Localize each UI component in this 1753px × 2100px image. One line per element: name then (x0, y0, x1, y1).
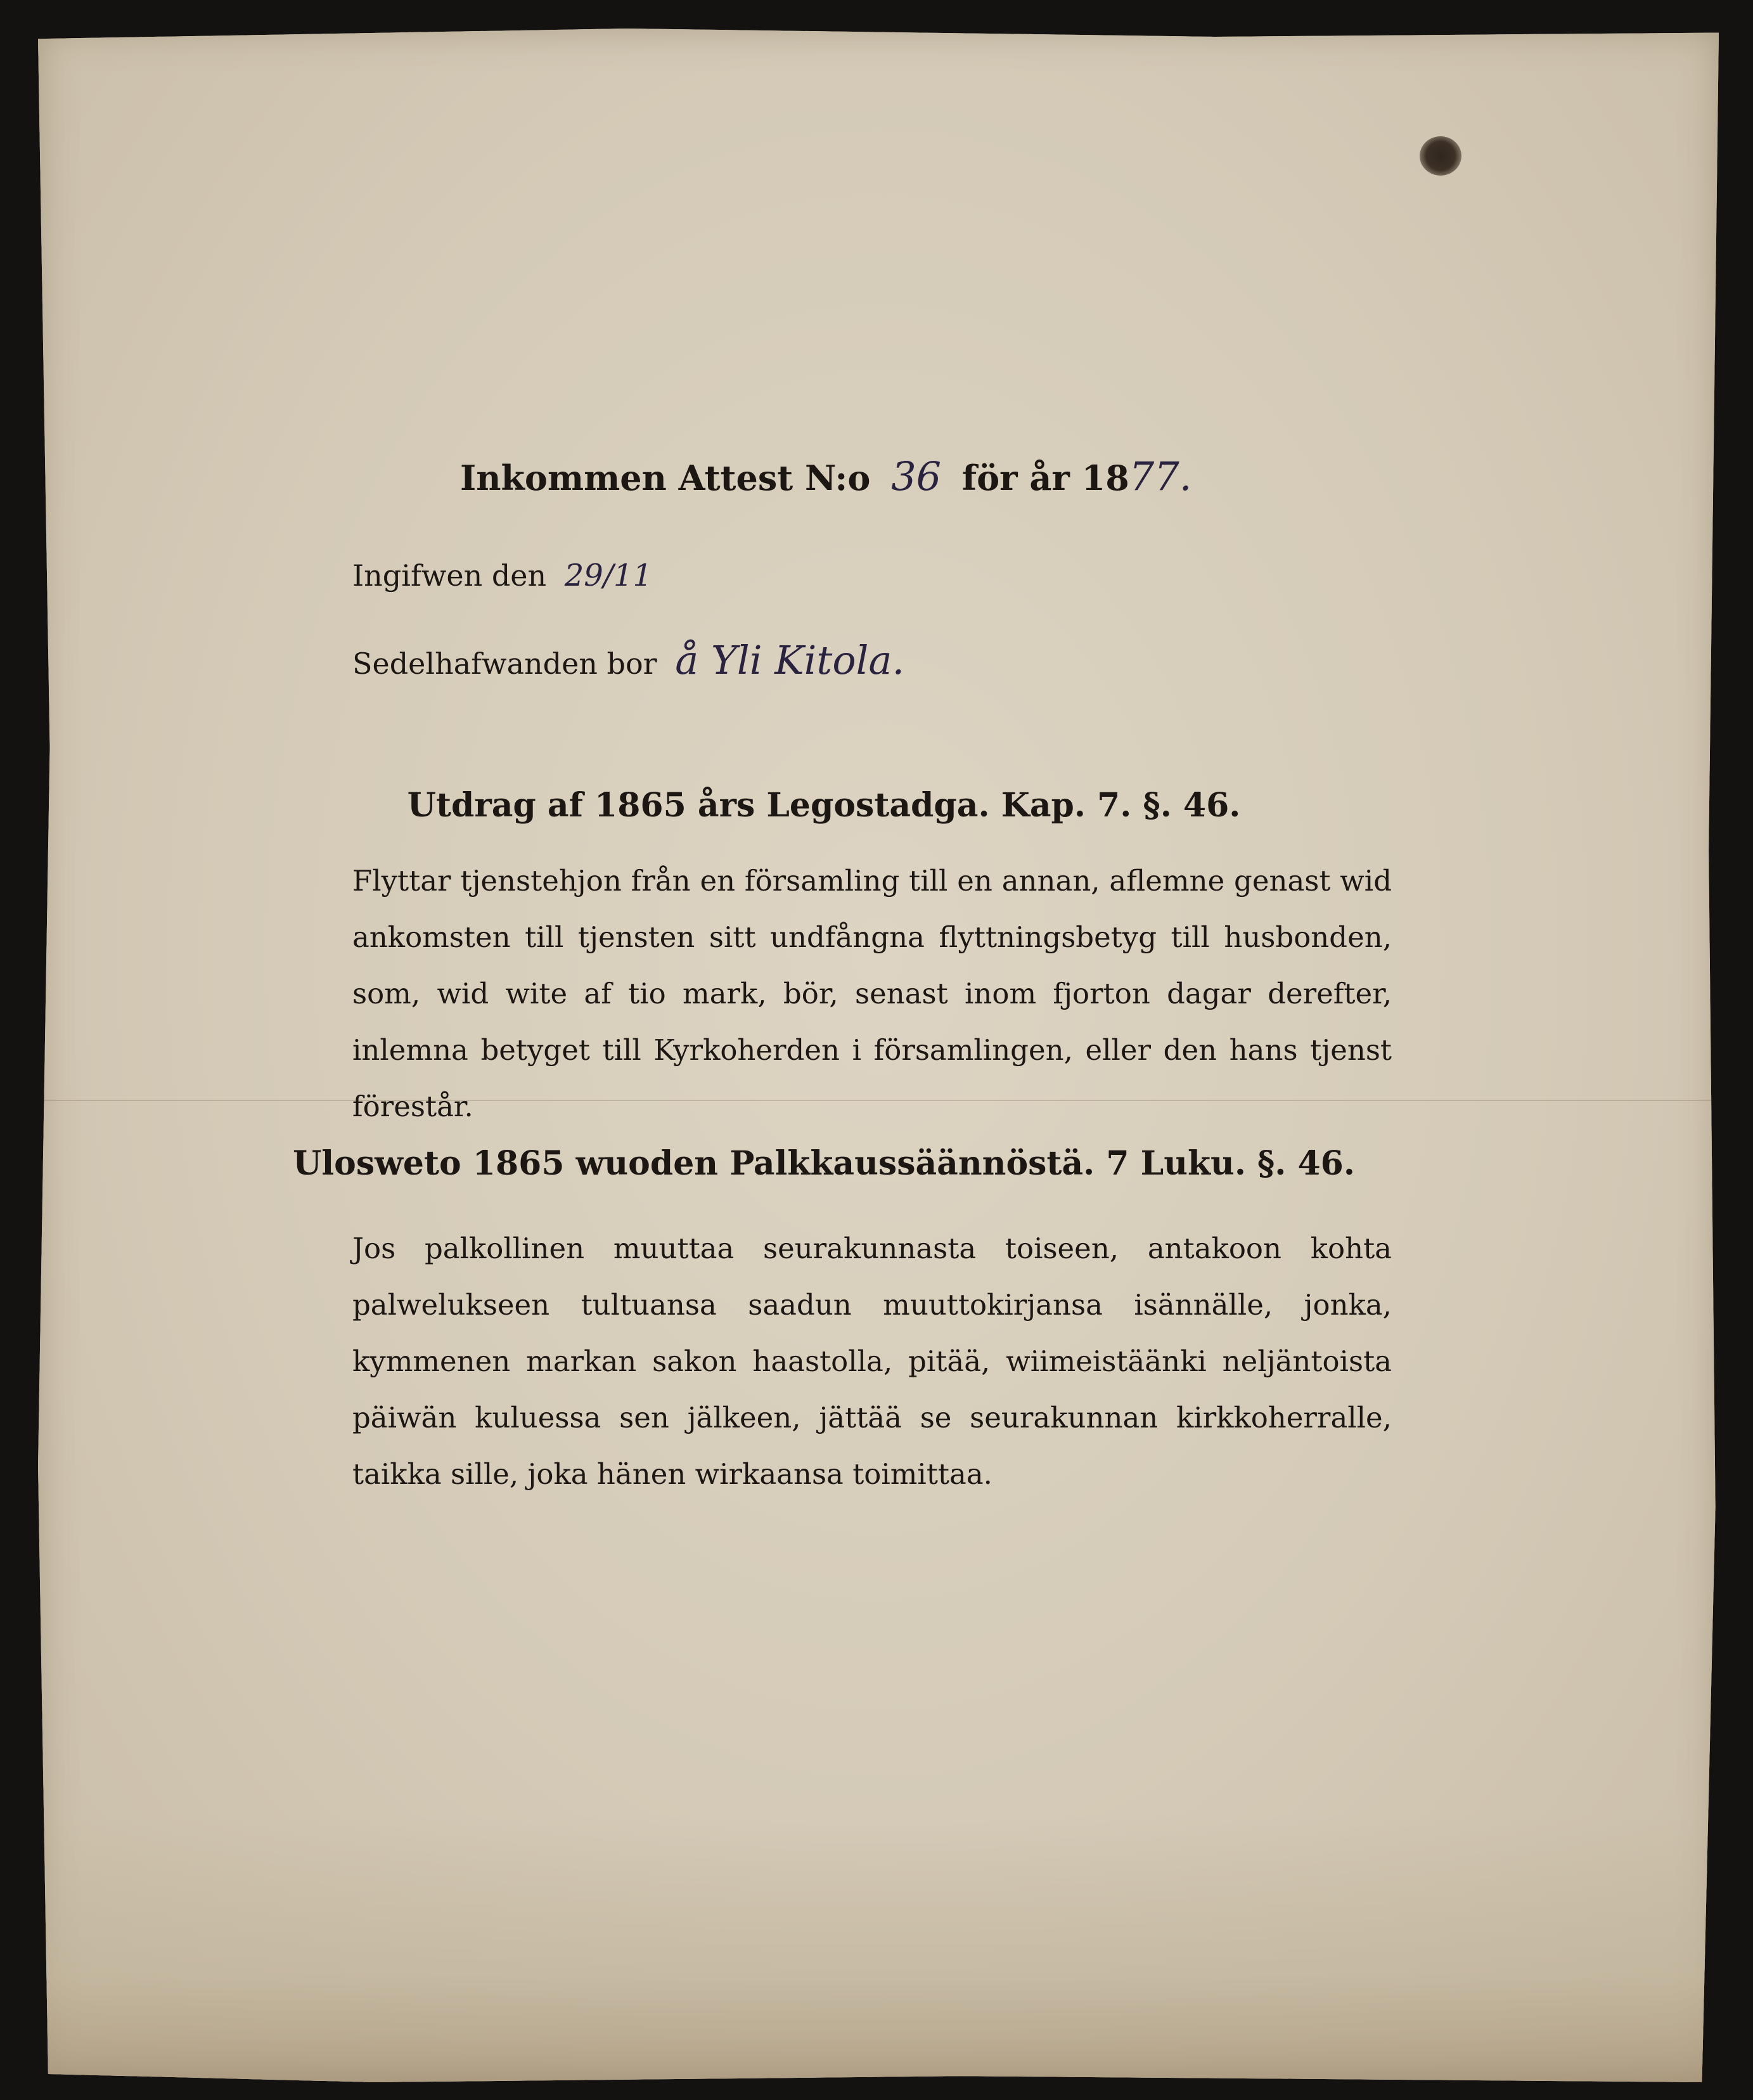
submitted-date-handwritten: 29/11 (564, 558, 653, 593)
attest-title (460, 453, 1200, 499)
submitted-label: Ingifwen den (352, 558, 547, 593)
resident-label: Sedelhafwanden bor (352, 647, 657, 681)
finnish-paragraph: Jos palkollinen muuttaa seurakunnasta toiseen, antakoon kohta palwelukseen tultuansa saadun muuttokirjansa isännälle, jonka, kymmenen markan sakon haastolla, pitää, wiimeistäänki neljäntoista päiwän kuluessa sen jälkeen, jättää se seurakunnan kirkkoherralle, taikka sille, joka hänen wirkaansa toimittaa. (352, 1232, 1392, 1491)
title-prefix: Inkommen Attest N:o (460, 458, 871, 498)
submitted-line (352, 558, 661, 593)
swedish-paragraph: Flyttar tjenstehjon från en församling till en annan, aflemne genast wid ankomsten till tjensten sitt undfångna flyttningsbetyg till husbonden, som, wid wite af tio mark, bör, senast inom fjorton dagar derefter, inlemna betyget till Kyrkoherden i församlingen, eller den hans tjenst förestår. (352, 864, 1392, 1123)
swedish-heading: Utdrag af 1865 års Legostadga. Kap. 7. §. 46. (407, 786, 1241, 825)
resident-place-handwritten: å Yli Kitola. (675, 637, 905, 683)
resident-line (352, 637, 913, 683)
attest-number-handwritten: 36 (891, 453, 942, 499)
finnish-heading: Ulosweto 1865 wuoden Palkkaussäännöstä. 7 Luku. §. 46. (293, 1144, 1355, 1183)
paper-wear (38, 1816, 1719, 2082)
ink-stain (1420, 136, 1461, 176)
title-mid: för år 18 (961, 458, 1129, 498)
year-handwritten: 77. (1129, 453, 1192, 499)
